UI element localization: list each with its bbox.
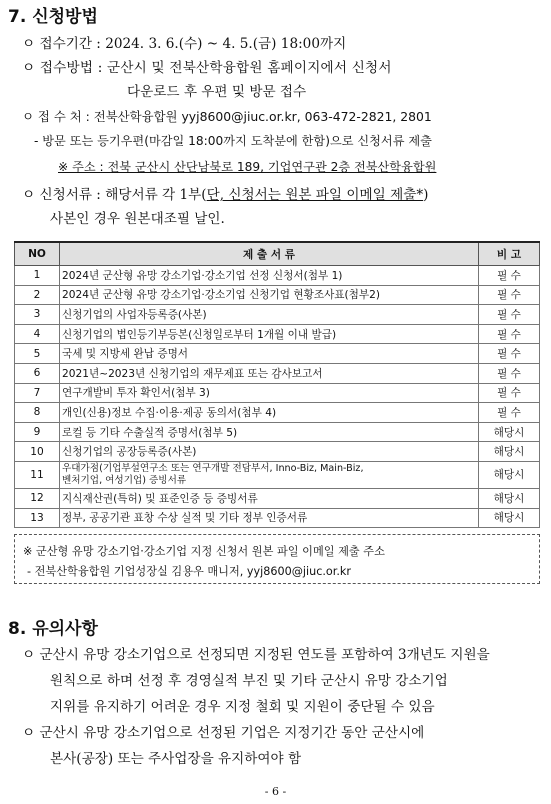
required-documents-suffix: ) xyxy=(423,187,429,203)
document-name-line1: 우대가점(기업부설연구소 또는 연구개발 전담부서, Inno-Biz, Main-Biz, xyxy=(62,462,364,474)
required-documents-line2: 사본인 경우 원본대조필 날인. xyxy=(50,211,225,227)
row-number: 4 xyxy=(15,324,60,344)
document-requirement: 필 수 xyxy=(479,363,540,383)
table-row xyxy=(15,403,540,423)
page-number: - 6 - xyxy=(264,785,287,798)
required-documents-line1 xyxy=(22,183,428,203)
table-row xyxy=(15,324,540,344)
table-row xyxy=(15,422,540,442)
document-requirement: 필 수 xyxy=(479,266,540,286)
row-number: 6 xyxy=(15,363,60,383)
table-row xyxy=(15,363,540,383)
row-number: 13 xyxy=(15,508,60,528)
table-row xyxy=(15,285,540,305)
document-name: 2024년 군산형 유망 강소기업·강소기업 선정 신청서(첨부 1) xyxy=(60,266,479,286)
row-number: 2 xyxy=(15,285,60,305)
row-number: 1 xyxy=(15,266,60,286)
document-name: 연구개발비 투자 확인서(첨부 3) xyxy=(60,383,479,403)
document-requirement: 해당시 xyxy=(479,442,540,462)
required-documents-prefix: ㅇ 신청서류 : 해당서류 각 1부( xyxy=(22,187,207,203)
notice-item1-line1: ㅇ 군산시 유망 강소기업으로 선정되면 지정된 연도를 포함하여 3개년도 지원을 xyxy=(22,647,490,663)
document-requirement: 필 수 xyxy=(479,403,540,423)
table-row xyxy=(15,461,540,488)
table-row xyxy=(15,442,540,462)
application-period: ㅇ 접수기간 : 2024. 3. 6.(수) ~ 4. 5.(금) 18:00까지 xyxy=(22,36,347,52)
notice-item1-line3: 지위를 유지하기 어려운 경우 지정 철회 및 지원이 중단될 수 있음 xyxy=(50,699,435,715)
row-number: 12 xyxy=(15,488,60,508)
required-documents-table xyxy=(14,241,540,528)
notice-item2-line1: ㅇ 군산시 유망 강소기업으로 선정된 기업은 지정기간 동안 군산시에 xyxy=(22,725,425,741)
document-requirement: 필 수 xyxy=(479,305,540,325)
document-name: 국세 및 지방세 완납 증명서 xyxy=(60,344,479,364)
email-submission-note xyxy=(14,534,540,584)
document-name: 신청기업의 법인등기부등본(신청일로부터 1개월 이내 발급) xyxy=(60,324,479,344)
document-requirement: 해당시 xyxy=(479,461,540,488)
document-name: 신청기업의 공장등록증(사본) xyxy=(60,442,479,462)
row-number: 3 xyxy=(15,305,60,325)
notice-item1-line2: 원칙으로 하며 선정 후 경영실적 부진 및 기타 군산시 유망 강소기업 xyxy=(50,673,448,689)
document-name: 정부, 공공기관 표창 수상 실적 및 기타 정부 인증서류 xyxy=(60,508,479,528)
document-name: 로컬 등 기타 수출실적 증명서(첨부 5) xyxy=(60,422,479,442)
header-no: NO xyxy=(15,242,60,266)
visit-submission-note: - 방문 또는 등기우편(마감일 18:00까지 도착분에 한함)으로 신청서류 제출 xyxy=(34,134,432,148)
row-number: 9 xyxy=(15,422,60,442)
header-note: 비 고 xyxy=(479,242,540,266)
table-row xyxy=(15,488,540,508)
submission-address: ※ 주소 : 전북 군산시 산단남북로 189, 기업연구관 2층 전북산학융합원 xyxy=(58,160,437,174)
document-requirement: 해당시 xyxy=(479,422,540,442)
row-number: 10 xyxy=(15,442,60,462)
required-documents-emphasis: 단, 신청서는 원본 파일 이메일 제출* xyxy=(206,187,424,203)
document-requirement: 해당시 xyxy=(479,508,540,528)
row-number: 5 xyxy=(15,344,60,364)
document-name-line2: 벤처기업, 여성기업) 증빙서류 xyxy=(62,474,187,486)
document-name xyxy=(60,461,479,488)
document-requirement: 필 수 xyxy=(479,383,540,403)
document-requirement: 해당시 xyxy=(479,488,540,508)
document-name: 2021년~2023년 신청기업의 재무제표 또는 감사보고서 xyxy=(60,363,479,383)
document-requirement: 필 수 xyxy=(479,285,540,305)
document-requirement: 필 수 xyxy=(479,344,540,364)
row-number: 8 xyxy=(15,403,60,423)
notice-item2-line2: 본사(공장) 또는 주사업장을 유지하여야 함 xyxy=(50,751,302,767)
document-name: 신청기업의 사업자등록증(사본) xyxy=(60,305,479,325)
application-method-line2: 다운로드 후 우편 및 방문 접수 xyxy=(127,84,307,100)
table-row xyxy=(15,383,540,403)
section-7-title: 7. 신청방법 xyxy=(8,7,98,27)
row-number: 11 xyxy=(15,461,60,488)
document-requirement: 필 수 xyxy=(479,324,540,344)
header-documents: 제 출 서 류 xyxy=(60,242,479,266)
table-row xyxy=(15,266,540,286)
section-8-title: 8. 유의사항 xyxy=(8,619,98,639)
document-name: 개인(신용)정보 수집·이용·제공 동의서(첨부 4) xyxy=(60,403,479,423)
application-method-line1: ㅇ 접수방법 : 군산시 및 전북산학융합원 홈페이지에서 신청서 xyxy=(22,60,392,76)
row-number: 7 xyxy=(15,383,60,403)
document-name: 2024년 군산형 유망 강소기업·강소기업 신청기업 현황조사표(첨부2) xyxy=(60,285,479,305)
table-row xyxy=(15,508,540,528)
document-name: 지식재산권(특허) 및 표준인증 등 증빙서류 xyxy=(60,488,479,508)
table-row xyxy=(15,344,540,364)
table-row xyxy=(15,305,540,325)
footnote-line1: ※ 군산형 유망 강소기업·강소기업 지정 신청서 원본 파일 이메일 제출 주소 xyxy=(23,545,385,558)
application-office: ㅇ 접 수 처 : 전북산학융합원 yyj8600@jiuc.or.kr, 063-472-2821, 2801 xyxy=(22,109,432,124)
footnote-line2: - 전북산학융합원 기업성장실 김용우 매니저, yyj8600@jiuc.or.kr xyxy=(27,565,351,578)
